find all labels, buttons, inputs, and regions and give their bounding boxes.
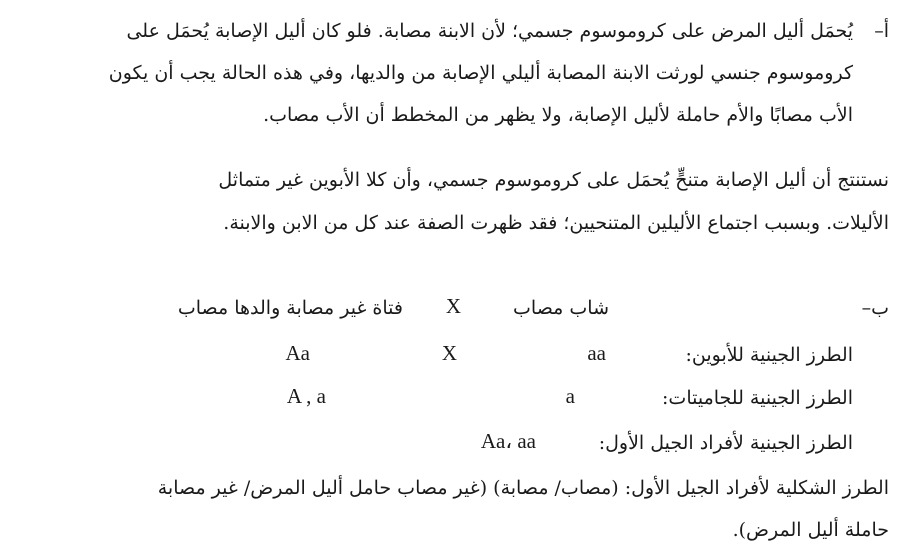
paragraph1-line3: الأب مصابًا والأم حاملة لأليل الإصابة، ولا يظهر من المخطط أن الأب مصاب.: [263, 104, 853, 126]
f1-genotype-label: الطرز الجينية لأفراد الجيل الأول:: [598, 432, 853, 454]
gametes-male: a: [565, 384, 575, 408]
gametes-label: الطرز الجينية للجاميتات:: [662, 387, 853, 409]
paragraph2-line2: الأليلات. وبسبب اجتماع الأليلين المتنحيين؛ فقد ظهرت الصفة عند كل من الابن والابنة.: [223, 212, 889, 234]
parents-genotype-female: Aa: [285, 341, 310, 365]
section-b-marker: ب–: [861, 297, 889, 319]
paragraph1-line2: كروموسوم جنسي لورثت الابنة المصابة أليلي الإصابة من والديها، وفي هذه الحالة يجب أن يكون: [108, 62, 853, 84]
parents-genotype-label: الطرز الجينية للأبوين:: [685, 344, 853, 366]
cross-female: فتاة غير مصابة والدها مصاب: [177, 297, 403, 319]
f1-genotype-value: Aa، aa: [480, 429, 536, 453]
section-a-marker: أ–: [874, 20, 889, 42]
f1-phenotype-line2: حاملة أليل المرض).: [732, 519, 889, 541]
paragraph2-line1: نستنتج أن أليل الإصابة متنحٍّ يُحمَل على كروموسوم جسمي، وأن كلا الأبوين غير متماثل: [218, 169, 889, 191]
f1-phenotype-line1: الطرز الشكلية لأفراد الجيل الأول: (مصاب/ مصابة) (غير مصاب حامل أليل المرض/ غير مصابة: [157, 477, 889, 499]
paragraph1-line1: يُحمَل أليل المرض على كروموسوم جسمي؛ لأن الابنة مصابة. فلو كان أليل الإصابة يُحمَل على: [126, 20, 853, 42]
cross-symbol: X: [445, 294, 461, 318]
gametes-female: A , a: [286, 384, 326, 408]
cross-male: شاب مصاب: [513, 297, 609, 319]
parents-genotype-symbol: X: [441, 341, 457, 365]
parents-genotype-male: aa: [587, 341, 606, 365]
